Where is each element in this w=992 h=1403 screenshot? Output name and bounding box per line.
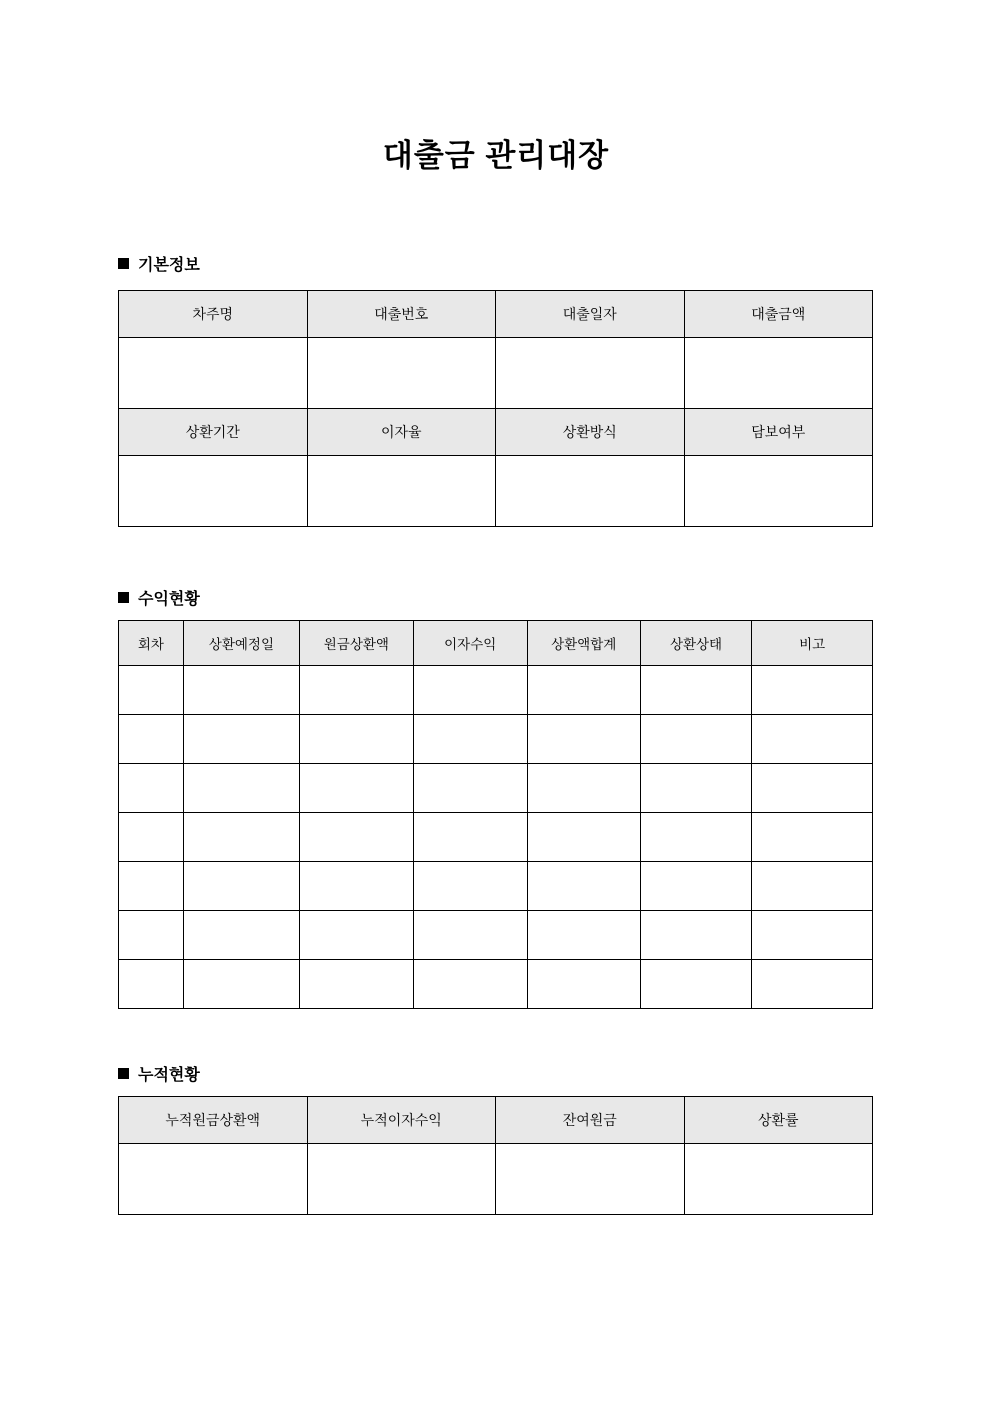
cell-interest-income[interactable]: [413, 764, 527, 813]
cell-interest-income[interactable]: [413, 715, 527, 764]
cell-principal-repaid[interactable]: [299, 960, 413, 1009]
table-row: [119, 960, 873, 1009]
value-loan-amount[interactable]: [684, 338, 873, 409]
cell-installment-no[interactable]: [119, 813, 184, 862]
cell-scheduled-date[interactable]: [183, 960, 299, 1009]
value-interest-rate[interactable]: [307, 456, 496, 527]
column-header-cumulative-interest: 누적이자수익: [307, 1097, 496, 1144]
cell-remarks[interactable]: [752, 960, 873, 1009]
cell-scheduled-date[interactable]: [183, 911, 299, 960]
table-row: [119, 862, 873, 911]
cell-principal-repaid[interactable]: [299, 862, 413, 911]
table-header-row: [119, 291, 873, 338]
column-header-cumulative-principal: 누적원금상환액: [119, 1097, 308, 1144]
cell-repayment-state[interactable]: [640, 813, 752, 862]
cell-remarks[interactable]: [752, 862, 873, 911]
column-header-loan-date: 대출일자: [496, 291, 685, 338]
cell-interest-income[interactable]: [413, 862, 527, 911]
column-header-loan-number: 대출번호: [307, 291, 496, 338]
table-row: [119, 338, 873, 409]
column-header-principal-repaid: 원금상환액: [299, 621, 413, 666]
cell-repayment-state[interactable]: [640, 666, 752, 715]
column-header-interest-income: 이자수익: [413, 621, 527, 666]
cell-scheduled-date[interactable]: [183, 862, 299, 911]
revenue-schedule-body: [119, 666, 873, 1009]
column-header-loan-amount: 대출금액: [684, 291, 873, 338]
table-header-row: [119, 621, 873, 666]
filled-square-bullet-icon: [118, 258, 129, 269]
column-header-remaining-principal: 잔여원금: [496, 1097, 685, 1144]
value-remaining-principal[interactable]: [496, 1144, 685, 1215]
cell-installment-no[interactable]: [119, 715, 184, 764]
section-heading-basic-info: [118, 252, 200, 275]
value-repayment-method[interactable]: [496, 456, 685, 527]
cell-installment-no[interactable]: [119, 666, 184, 715]
cell-principal-repaid[interactable]: [299, 715, 413, 764]
cell-installment-no[interactable]: [119, 911, 184, 960]
cell-repayment-state[interactable]: [640, 960, 752, 1009]
cell-total-repaid[interactable]: [527, 960, 640, 1009]
cell-repayment-state[interactable]: [640, 862, 752, 911]
cell-repayment-state[interactable]: [640, 715, 752, 764]
cumulative-status-table: [118, 1096, 873, 1215]
section-heading-label: 기본정보: [138, 257, 200, 274]
column-header-total-repaid: 상환액합계: [527, 621, 640, 666]
cell-principal-repaid[interactable]: [299, 764, 413, 813]
cell-total-repaid[interactable]: [527, 862, 640, 911]
column-header-interest-rate: 이자율: [307, 409, 496, 456]
table-row: [119, 813, 873, 862]
table-row: [119, 456, 873, 527]
cell-interest-income[interactable]: [413, 666, 527, 715]
cell-principal-repaid[interactable]: [299, 911, 413, 960]
revenue-schedule-table: [118, 620, 873, 1009]
table-row: [119, 715, 873, 764]
section-heading-label: 수익현황: [138, 591, 200, 608]
cell-installment-no[interactable]: [119, 960, 184, 1009]
column-header-collateral-status: 담보여부: [684, 409, 873, 456]
column-header-repayment-rate: 상환률: [684, 1097, 873, 1144]
cell-installment-no[interactable]: [119, 862, 184, 911]
section-heading-cumulative-status: [118, 1062, 200, 1085]
cell-remarks[interactable]: [752, 666, 873, 715]
cell-total-repaid[interactable]: [527, 666, 640, 715]
cell-repayment-state[interactable]: [640, 764, 752, 813]
basic-info-table: [118, 290, 873, 527]
cell-remarks[interactable]: [752, 764, 873, 813]
value-repayment-rate[interactable]: [684, 1144, 873, 1215]
column-header-repayment-method: 상환방식: [496, 409, 685, 456]
filled-square-bullet-icon: [118, 1068, 129, 1079]
cell-total-repaid[interactable]: [527, 764, 640, 813]
section-heading-label: 누적현황: [138, 1067, 200, 1084]
cell-total-repaid[interactable]: [527, 911, 640, 960]
cell-repayment-state[interactable]: [640, 911, 752, 960]
cell-principal-repaid[interactable]: [299, 813, 413, 862]
column-header-installment-no: 회차: [119, 621, 184, 666]
section-heading-revenue-status: [118, 586, 200, 609]
cell-total-repaid[interactable]: [527, 813, 640, 862]
value-collateral-status[interactable]: [684, 456, 873, 527]
value-loan-number[interactable]: [307, 338, 496, 409]
value-cumulative-principal[interactable]: [119, 1144, 308, 1215]
cell-remarks[interactable]: [752, 911, 873, 960]
cell-interest-income[interactable]: [413, 813, 527, 862]
table-row: [119, 666, 873, 715]
filled-square-bullet-icon: [118, 592, 129, 603]
table-header-row: [119, 409, 873, 456]
cell-remarks[interactable]: [752, 715, 873, 764]
column-header-repayment-state: 상환상태: [640, 621, 752, 666]
cell-principal-repaid[interactable]: [299, 666, 413, 715]
value-cumulative-interest[interactable]: [307, 1144, 496, 1215]
cell-scheduled-date[interactable]: [183, 813, 299, 862]
cell-total-repaid[interactable]: [527, 715, 640, 764]
column-header-borrower-name: 차주명: [119, 291, 308, 338]
cell-interest-income[interactable]: [413, 911, 527, 960]
table-row: [119, 764, 873, 813]
value-loan-date[interactable]: [496, 338, 685, 409]
page-title: 대출금 관리대장: [382, 138, 610, 173]
value-repayment-period[interactable]: [119, 456, 308, 527]
cell-interest-income[interactable]: [413, 960, 527, 1009]
cell-scheduled-date[interactable]: [183, 715, 299, 764]
column-header-repayment-period: 상환기간: [119, 409, 308, 456]
cell-scheduled-date[interactable]: [183, 666, 299, 715]
cell-installment-no[interactable]: [119, 764, 184, 813]
table-header-row: [119, 1097, 873, 1144]
column-header-scheduled-date: 상환예정일: [183, 621, 299, 666]
table-row: [119, 1144, 873, 1215]
column-header-remarks: 비고: [752, 621, 873, 666]
table-row: [119, 911, 873, 960]
cell-remarks[interactable]: [752, 813, 873, 862]
cell-scheduled-date[interactable]: [183, 764, 299, 813]
value-borrower-name[interactable]: [119, 338, 308, 409]
